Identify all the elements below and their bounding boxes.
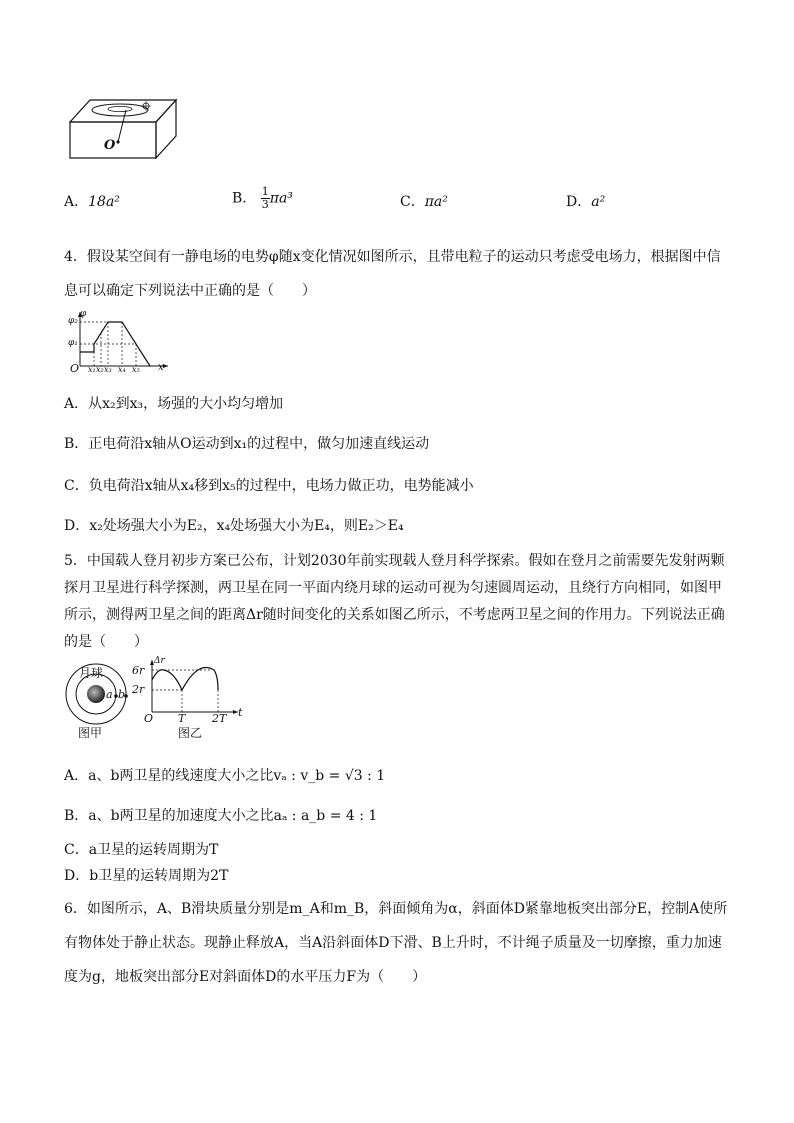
q4-tick-phi2: φ₂ bbox=[68, 316, 78, 326]
q3-option-a[interactable]: A．18a² bbox=[64, 194, 120, 210]
q5-origin: O bbox=[144, 712, 154, 725]
q4-tick-x1: x₁ bbox=[88, 365, 96, 374]
q5-option-d[interactable]: D．b卫星的运转周期为2T bbox=[64, 868, 229, 884]
q5-tick-2T: 2T bbox=[212, 712, 227, 725]
q5-moon-label: 月球 bbox=[79, 666, 104, 680]
q3-box-figure bbox=[64, 88, 182, 166]
q4-y-axis-label: φ bbox=[80, 309, 87, 319]
q4-x-axis-label: x bbox=[158, 362, 164, 373]
q5-fig-b-caption: 图乙 bbox=[178, 726, 203, 740]
q4-tick-x5: x₅ bbox=[132, 365, 140, 374]
q4-stem: 4．假设某空间有一静电场的电势φ随x变化情况如图所示，且带电粒子的运动只考虑受电场力，根据图中信息可以确定下列说法中正确的是（ ） bbox=[64, 249, 721, 299]
q5-tick-6r: 6r bbox=[132, 664, 145, 677]
q6-stem: 6．如图所示，A、B滑块质量分别是m_A和m_B，斜面倾角为α，斜面体D紧靠地板突出部分E，控制A使所有物体处于静止状态。现静止释放A，当A沿斜面体D下滑、B上升时，不计绳子质量及一切摩擦，重力加速度为g，地板突出部分E对斜面体D的水平压力F为（ ） bbox=[64, 901, 728, 985]
q3-option-d[interactable]: D．a² bbox=[566, 194, 606, 210]
q5-option-c[interactable]: C．a卫星的运转周期为T bbox=[64, 842, 219, 858]
q5-x-axis-label: t bbox=[238, 706, 243, 719]
q4-tick-phi1: φ₁ bbox=[68, 338, 78, 348]
q4-tick-x3: x₃ bbox=[104, 365, 112, 374]
q4-tick-x4: x₄ bbox=[118, 365, 126, 374]
q3-option-b[interactable]: B． $\frac{1}{3}$ πa³ bbox=[232, 185, 293, 211]
q4-option-b[interactable]: B．正电荷沿x轴从O运动到x₁的过程中，做匀加速直线运动 bbox=[64, 436, 430, 452]
q4-tick-x2: x₂ bbox=[96, 365, 104, 374]
q4-origin: O bbox=[70, 362, 80, 375]
q4-option-c[interactable]: C．负电荷沿x轴从x₄移到x₅的过程中，电场力做正功，电势能减小 bbox=[64, 478, 474, 494]
q5-sat-b-label: b bbox=[118, 688, 126, 701]
q5-y-axis-label: Δr bbox=[154, 656, 165, 666]
q5-fig-a-caption: 图甲 bbox=[78, 726, 103, 740]
q5-tick-T: T bbox=[178, 712, 186, 725]
q5-sat-a-label: a bbox=[106, 688, 113, 701]
q5-tick-2r: 2r bbox=[132, 683, 145, 696]
q4-option-d[interactable]: D．x₂处场强大小为E₂，x₄处场强大小为E₄，则E₂＞E₄ bbox=[64, 518, 404, 534]
q5-stem: 5．中国载人登月初步方案已公布，计划2030年前实现载人登月科学探索。假如在登月之前需要先发射两颗探月卫星进行科学探测，两卫星在同一平面内绕月球的运动可视为匀速圆周运动，且绕行方向相同，如图甲所示，测得两卫星之间的距离Δr随时间变化的关系如图乙所示，不考虑两卫星之间的作用力。下列说法正确的是（ ） bbox=[64, 553, 725, 650]
q5-option-a[interactable]: A．a、b两卫星的线速度大小之比vₐ : v_b = √3 : 1 bbox=[64, 768, 386, 784]
q5-option-b[interactable]: B．a、b两卫星的加速度大小之比aₐ : a_b = 4 : 1 bbox=[64, 808, 378, 824]
q3-origin-label: O bbox=[104, 138, 116, 153]
q3-option-c[interactable]: C．πa² bbox=[400, 194, 448, 210]
q4-option-a[interactable]: A．从x₂到x₃，场强的大小均匀增加 bbox=[64, 396, 284, 412]
